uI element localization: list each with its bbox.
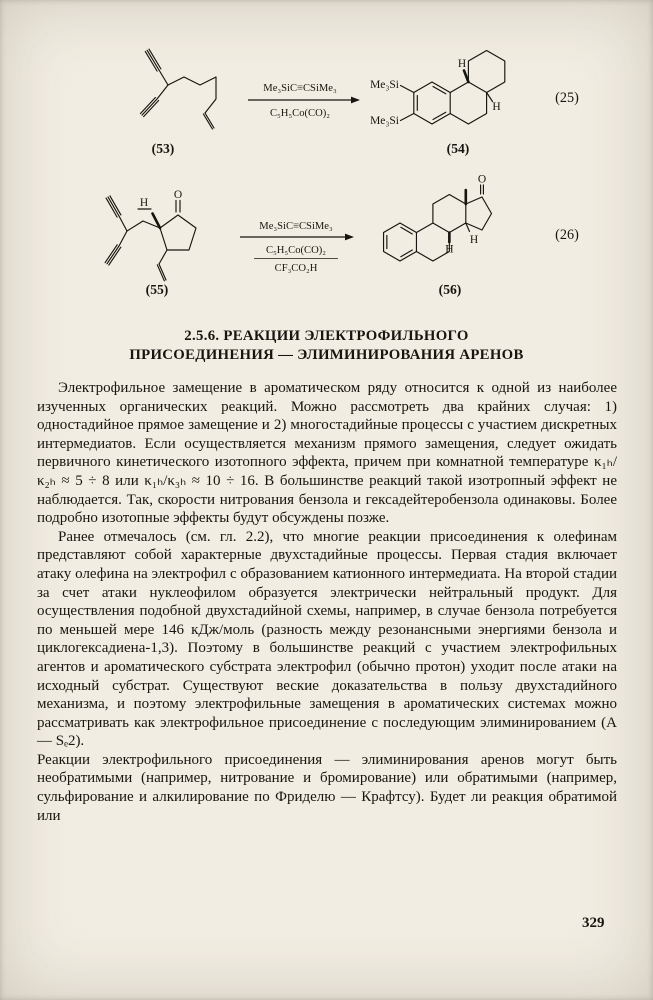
- triple-bond-icon: [105, 245, 121, 265]
- paragraph-3: Реакции электрофильного присоединения — элиминирования аренов могут быть необратимыми (например, нитрование и бромирование) или обратимыми (например, сульфирование и алкилирование по Фриделю — Крафтсу). Будет ли реакция обратимой или: [37, 751, 617, 824]
- reagent-above-arrow-2: Me₃SiC≡CSiMe₃: [259, 221, 333, 232]
- page-number: 329: [582, 915, 605, 931]
- equation-number-25: (25): [555, 90, 579, 106]
- catalyst-below-arrow-2: C₅H₅Co(CO)₂: [266, 245, 326, 256]
- catalyst-below-arrow-1: C₅H₅Co(CO)₂: [270, 108, 330, 119]
- structure-label-54: (54): [446, 141, 470, 156]
- section-heading-line2: ПРИСОЕДИНЕНИЯ — ЭЛИМИНИРОВАНИЯ АРЕНОВ: [129, 346, 524, 363]
- structure-54: [401, 51, 505, 125]
- paragraph-2: Ранее отмечалось (см. гл. 2.2), что многие реакции присоединения к олефинам представляют собой характерные двухстадийные процессы. Первая стадия включает атаку олефина на электрофил с образованием катионного интермедиата. На второй стадии за счет атаки нуклеофилом образуется электрически нейтральный продукт. Для осуществления подобной двухстадийной схемы, например, в случае бензола потребуется по меньшей мере 146 кДж/моль (разность между резонансными энергиями бензола и циклогексадиена-1,3). Поэтому в большинстве реакций с участием электрофильных агентов и ароматического субстрата электрофил (обычно протон) уходит после атаки на исходный субстрат. Существуют веские доказательства в пользу двухстадийного механизма, и поэтому электрофильные замещения в ароматических системах можно рассматривать как электрофильное присоединение с последующим элиминированием (A — Sₑ2).: [37, 528, 617, 750]
- hydrogen-label: H: [457, 58, 467, 70]
- oxygen-label: O: [173, 189, 183, 201]
- hydrogen-label: H: [139, 197, 149, 209]
- reaction-arrow-1: [248, 97, 360, 104]
- structure-56: [384, 185, 492, 261]
- structure-label-53: (53): [151, 141, 175, 156]
- hydrogen-label: H: [469, 234, 479, 246]
- tms-substituent-bottom: Me₃Si: [370, 115, 399, 127]
- structure-label-56: (56): [438, 282, 462, 297]
- acid-below-arrow-2: CF₃CO₂H: [274, 263, 318, 274]
- arrow-head-icon: [351, 97, 360, 104]
- reagent-above-arrow-1: Me₃SiC≡CSiMe₃: [263, 83, 337, 94]
- section-heading-line1: 2.5.6. РЕАКЦИИ ЭЛЕКТРОФИЛЬНОГО: [184, 328, 469, 344]
- triple-bond-icon: [140, 97, 158, 116]
- reaction-schemes: [0, 0, 653, 312]
- tms-substituent-top: Me₃Si: [370, 79, 399, 91]
- body-text: [37, 379, 617, 825]
- triple-bond-icon: [145, 49, 161, 71]
- section-heading: [0, 327, 653, 364]
- structure-53: [140, 49, 216, 129]
- hydrogen-label: H: [492, 101, 501, 113]
- arrow-head-icon: [345, 234, 354, 241]
- structure-label-55: (55): [145, 282, 169, 297]
- equation-number-26: (26): [555, 227, 579, 243]
- hydrogen-label: H: [445, 243, 454, 256]
- structure-55: [105, 196, 196, 281]
- oxygen-label: O: [477, 173, 487, 186]
- paragraph-1: Электрофильное замещение в ароматическом ряду относится к одной из наиболее изученных органических реакций. Можно рассмотреть два крайних случая: 1) одностадийное прямое замещение и 2) многостадийные процессы с участием дискретных интермедиатов. Если осуществляется механизм прямого замещения, следует ожидать первичного кинетического изотопного эффекта, причем при комнатной температуре κ₁ₕ/κ₂ₕ ≈ 5 ÷ 8 или κ₁ₕ/κ₃ₕ ≈ 10 ÷ 16. В большинстве реакций такой изотропный эффект не наблюдается. Так, скорости нитрования бензола и гексадейтеробензола одинаковы. Более подробно изотопные эффекты будут обсуждены позже.: [37, 380, 617, 527]
- triple-bond-icon: [106, 196, 121, 217]
